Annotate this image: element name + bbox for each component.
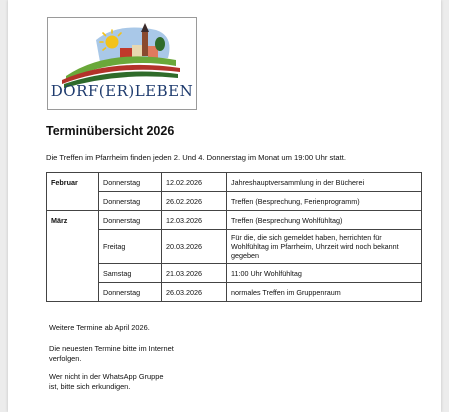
- day-cell: Donnerstag: [99, 192, 162, 211]
- footer-note-internet: [49, 344, 174, 364]
- footer-line: Wer nicht in der WhatsApp Gruppe: [49, 372, 164, 381]
- day-cell: Donnerstag: [99, 173, 162, 192]
- event-cell: normales Treffen im Gruppenraum: [227, 283, 422, 302]
- page-title: Terminübersicht 2026: [46, 124, 175, 138]
- logo-house: [132, 45, 142, 58]
- day-cell: Freitag: [99, 230, 162, 264]
- logo-church-spire: [141, 23, 149, 32]
- intro-text: Die Treffen im Pfarrheim finden jeden 2. Und 4. Donnerstag im Monat um 19:00 Uhr statt.: [46, 153, 346, 162]
- schedule-table: [46, 172, 422, 302]
- date-cell: 12.03.2026: [162, 211, 227, 230]
- logo-tree: [155, 37, 165, 51]
- event-cell: Treffen (Besprechung Wohlfühltag): [227, 211, 422, 230]
- footer-line: verfolgen.: [49, 353, 82, 363]
- document-page: [8, 0, 441, 412]
- event-cell: Für die, die sich gemeldet haben, herrichten für Wohlfühltag im Pfarrheim, Uhrzeit wird noch bekannt gegeben: [227, 230, 422, 264]
- footer-line: ist, bitte sich erkundigen.: [49, 381, 131, 391]
- table-row: [47, 173, 422, 192]
- logo-wordmark: DORF(ER)LEBEN: [50, 82, 194, 100]
- event-cell: Treffen (Besprechung, Ferienprogramm): [227, 192, 422, 211]
- date-cell: 26.02.2026: [162, 192, 227, 211]
- day-cell: Samstag: [99, 264, 162, 283]
- table-row: [47, 230, 422, 264]
- logo-sun: [106, 36, 119, 49]
- date-cell: 21.03.2026: [162, 264, 227, 283]
- dorferleben-logo: [47, 17, 197, 110]
- table-row: [47, 283, 422, 302]
- footer-line: Die neuesten Termine bitte im Internet: [49, 344, 174, 353]
- date-cell: 26.03.2026: [162, 283, 227, 302]
- footer-note-whatsapp: [49, 372, 163, 392]
- date-cell: 12.02.2026: [162, 173, 227, 192]
- date-cell: 20.03.2026: [162, 230, 227, 264]
- table-row: [47, 264, 422, 283]
- table-row: [47, 192, 422, 211]
- month-cell: März: [47, 211, 99, 302]
- day-cell: Donnerstag: [99, 211, 162, 230]
- logo-church-tower: [142, 32, 148, 56]
- table-row: [47, 211, 422, 230]
- event-cell: Jahreshauptversammlung in der Bücherei: [227, 173, 422, 192]
- event-cell: 11:00 Uhr Wohlfühltag: [227, 264, 422, 283]
- footer-note-next-dates: Weitere Termine ab April 2026.: [49, 323, 150, 332]
- day-cell: Donnerstag: [99, 283, 162, 302]
- month-cell: Februar: [47, 173, 99, 211]
